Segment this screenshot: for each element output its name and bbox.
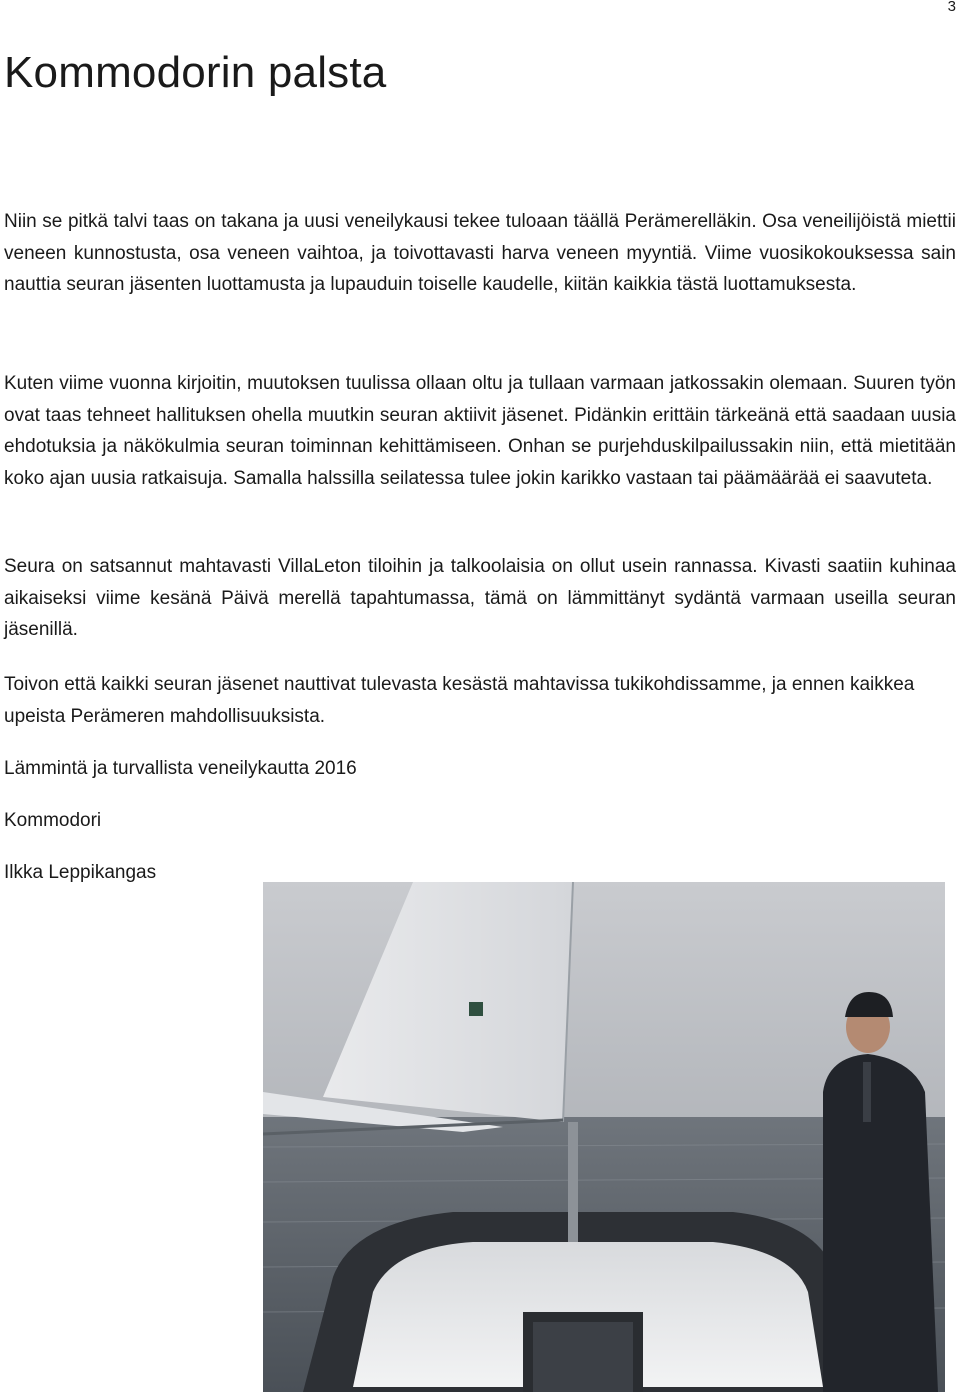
page-number: 3 <box>947 0 956 15</box>
closing-greeting: Lämmintä ja turvallista veneilykautta 2016 <box>4 758 357 779</box>
paragraph-villaleto: Seura on satsannut mahtavasti VillaLeton tiloihin ja talkoolaisia on ollut usein rannassa. Kivasti saatiin kuhinaa aikaiseksi viime kesänä Päivä merellä tapahtumassa, tämä on lämmittänyt sydäntä varmaan useilla seuran jäsenillä. <box>4 556 956 640</box>
signature-role: Kommodori <box>4 810 102 831</box>
paragraph-wishes: Toivon että kaikki seuran jäsenet nauttivat tulevasta kesästä mahtavissa tukikohdissamme, ja ennen kaikkea upeista Perämeren mahdollisuuksista. <box>4 674 915 727</box>
page-title: Kommodorin palsta <box>4 48 387 97</box>
paragraph-intro: Niin se pitkä talvi taas on takana ja uusi veneilykausi tekee tuloaan täällä Perämerelläkin. Osa veneilijöistä miettii veneen kunnostusta, osa veneen vaihtoa, ja toivottavasti harva veneen myyntiä. Viime vuosikokouksessa sain nauttia seuran jäsenten luottamusta ja lupauduin toiselle kaudelle, kiitän kaikkia tästä luottamuksesta. <box>4 211 956 295</box>
sailboat-photo-illustration <box>263 882 945 1392</box>
sailboat-photo <box>263 882 945 1392</box>
signature-name: Ilkka Leppikangas <box>4 862 157 883</box>
paragraph-changes: Kuten viime vuonna kirjoitin, muutoksen tuulissa ollaan oltu ja tullaan varmaan jatkossakin olemaan. Suuren työn ovat taas tehneet hallituksen ohella muutkin seuran aktiivit jäsenet. Pidänkin erittäin tärkeänä että saadaan uusia ehdotuksia ja näkökulmia seuran toiminnan kehittämiseen. Onhan se purjehduskilpailussakin niin, että mietitään koko ajan uusia ratkaisuja. Samalla halssilla seilatessa tulee jokin karikko vastaan tai päämäärää ei saavuteta. <box>4 373 956 489</box>
